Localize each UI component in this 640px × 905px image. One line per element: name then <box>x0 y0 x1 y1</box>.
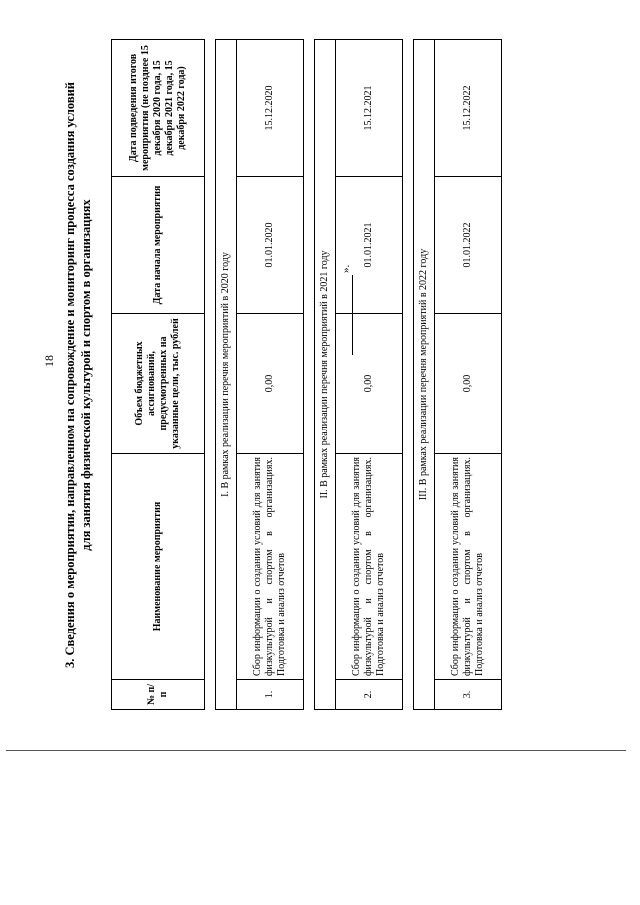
section-heading-row <box>315 40 336 710</box>
section-heading: II. В рамках реализации перечня мероприятий в 2021 году <box>315 40 336 710</box>
row-start-date: 01.01.2021 <box>336 177 403 314</box>
row-budget: 0,00 <box>435 314 502 454</box>
page-number: 18 <box>42 355 56 367</box>
header-start-date: Дата начала мероприятия <box>112 177 205 314</box>
closing-line <box>352 275 353 355</box>
header-budget: Объем бюджетных ассигнований, предусмотренных на указанные цели, тыс. рублей <box>112 314 205 454</box>
section-heading-row <box>414 40 435 710</box>
row-num: 2. <box>336 680 403 710</box>
measures-table <box>111 39 502 710</box>
section-heading: III. В рамках реализации перечня мероприятий в 2022 году <box>414 40 435 710</box>
header-num: № п/п <box>112 680 205 710</box>
section-title-line-1: 3. Сведения о мероприятии, направленном на сопровождение и мониторинг процесса создания условий <box>63 82 77 668</box>
row-end-date: 15.12.2022 <box>435 40 502 177</box>
row-name: Сбор информации о создании условий для занятия физкультурой и спортом в организациях. Подготовка и анализ отчетов <box>435 454 502 680</box>
section-title-line-2: для занятия физической культурой и спортом в организациях <box>79 199 93 551</box>
page-separator <box>6 750 626 751</box>
table-row <box>237 40 304 710</box>
row-start-date: 01.01.2020 <box>237 177 304 314</box>
row-end-date: 15.12.2021 <box>336 40 403 177</box>
section-heading: I. В рамках реализации перечня мероприятий в 2020 году <box>216 40 237 710</box>
row-name: Сбор информации о создании условий для занятия физкультурой и спортом в организациях. Подготовка и анализ отчетов <box>336 454 403 680</box>
spacer-row <box>205 40 216 710</box>
spacer-row <box>304 40 315 710</box>
header-name: Наименование мероприятия <box>112 454 205 680</box>
table-row <box>435 40 502 710</box>
row-name: Сбор информации о создании условий для занятия физкультурой и спортом в организациях. Подготовка и анализ отчетов <box>237 454 304 680</box>
closing-quote: ». <box>340 264 352 273</box>
row-start-date: 01.01.2022 <box>435 177 502 314</box>
row-budget: 0,00 <box>237 314 304 454</box>
header-end-date: Дата подведения итогов мероприятия (не позднее 15 декабря 2020 года, 15 декабря 2021 года, 15 декабря 2022 года) <box>112 40 205 177</box>
section-heading-row <box>216 40 237 710</box>
spacer-row <box>403 40 414 710</box>
row-num: 3. <box>435 680 502 710</box>
table-row <box>336 40 403 710</box>
table-header-row <box>112 40 205 710</box>
row-budget: 0,00 <box>336 314 403 454</box>
row-end-date: 15.12.2020 <box>237 40 304 177</box>
row-num: 1. <box>237 680 304 710</box>
